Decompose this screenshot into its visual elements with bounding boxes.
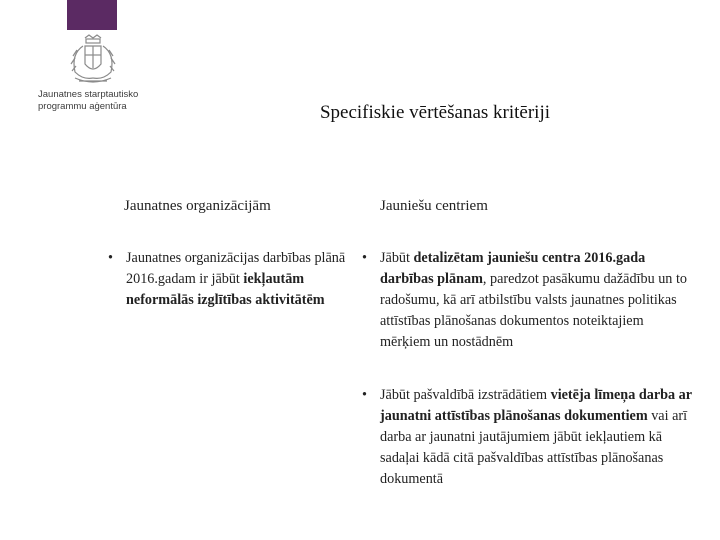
criterion-text: Jābūt (380, 250, 414, 266)
criterion-emphasis: iekļautām neformālās izglītības aktivitātēm (126, 271, 325, 308)
criterion-item (108, 248, 348, 311)
left-column-heading: Jaunatnes organizācijām (124, 198, 271, 214)
criterion-emphasis: vietēja līmeņa darba ar jaunatni attīstības plānošanas dokumentiem (380, 387, 692, 424)
agency-logo (38, 34, 148, 120)
slide-title: Specifiskie vērtēšanas kritēriji (319, 102, 551, 123)
criterion-text: Jaunatnes organizācijas darbības plānā 2016.gadam ir jābūt (126, 250, 346, 287)
left-criteria-list (108, 248, 348, 311)
right-column-heading: Jauniešu centriem (380, 198, 488, 214)
criterion-text: vai arī darba ar jaunatni jautājumiem jābūt iekļautiem kā sadaļai kādā citā pašvaldības attīstības plānošanas dokumentā (380, 408, 688, 487)
agency-name-line-1: Jaunatnes starptautisko (38, 89, 139, 100)
criterion-emphasis: detalizētam jauniešu centra 2016.gada darbības plānam (380, 250, 646, 287)
criterion-item (362, 248, 692, 353)
agency-name (38, 89, 158, 113)
criterion-text: Jābūt pašvaldībā izstrādātiem (380, 387, 551, 403)
criterion-text: , paredzot pasākumu dažādību un to radošumu, kā arī atbilstību valsts jaunatnes politikas attīstības plānošanas dokumentos noteiktajiem mērķiem un nostādnēm (380, 271, 687, 350)
right-criteria-list (362, 248, 692, 490)
brand-accent-bar (67, 0, 117, 30)
criterion-item (362, 385, 692, 490)
agency-name-line-2: programmu aģentūra (38, 101, 127, 112)
coat-of-arms-icon (63, 34, 123, 86)
